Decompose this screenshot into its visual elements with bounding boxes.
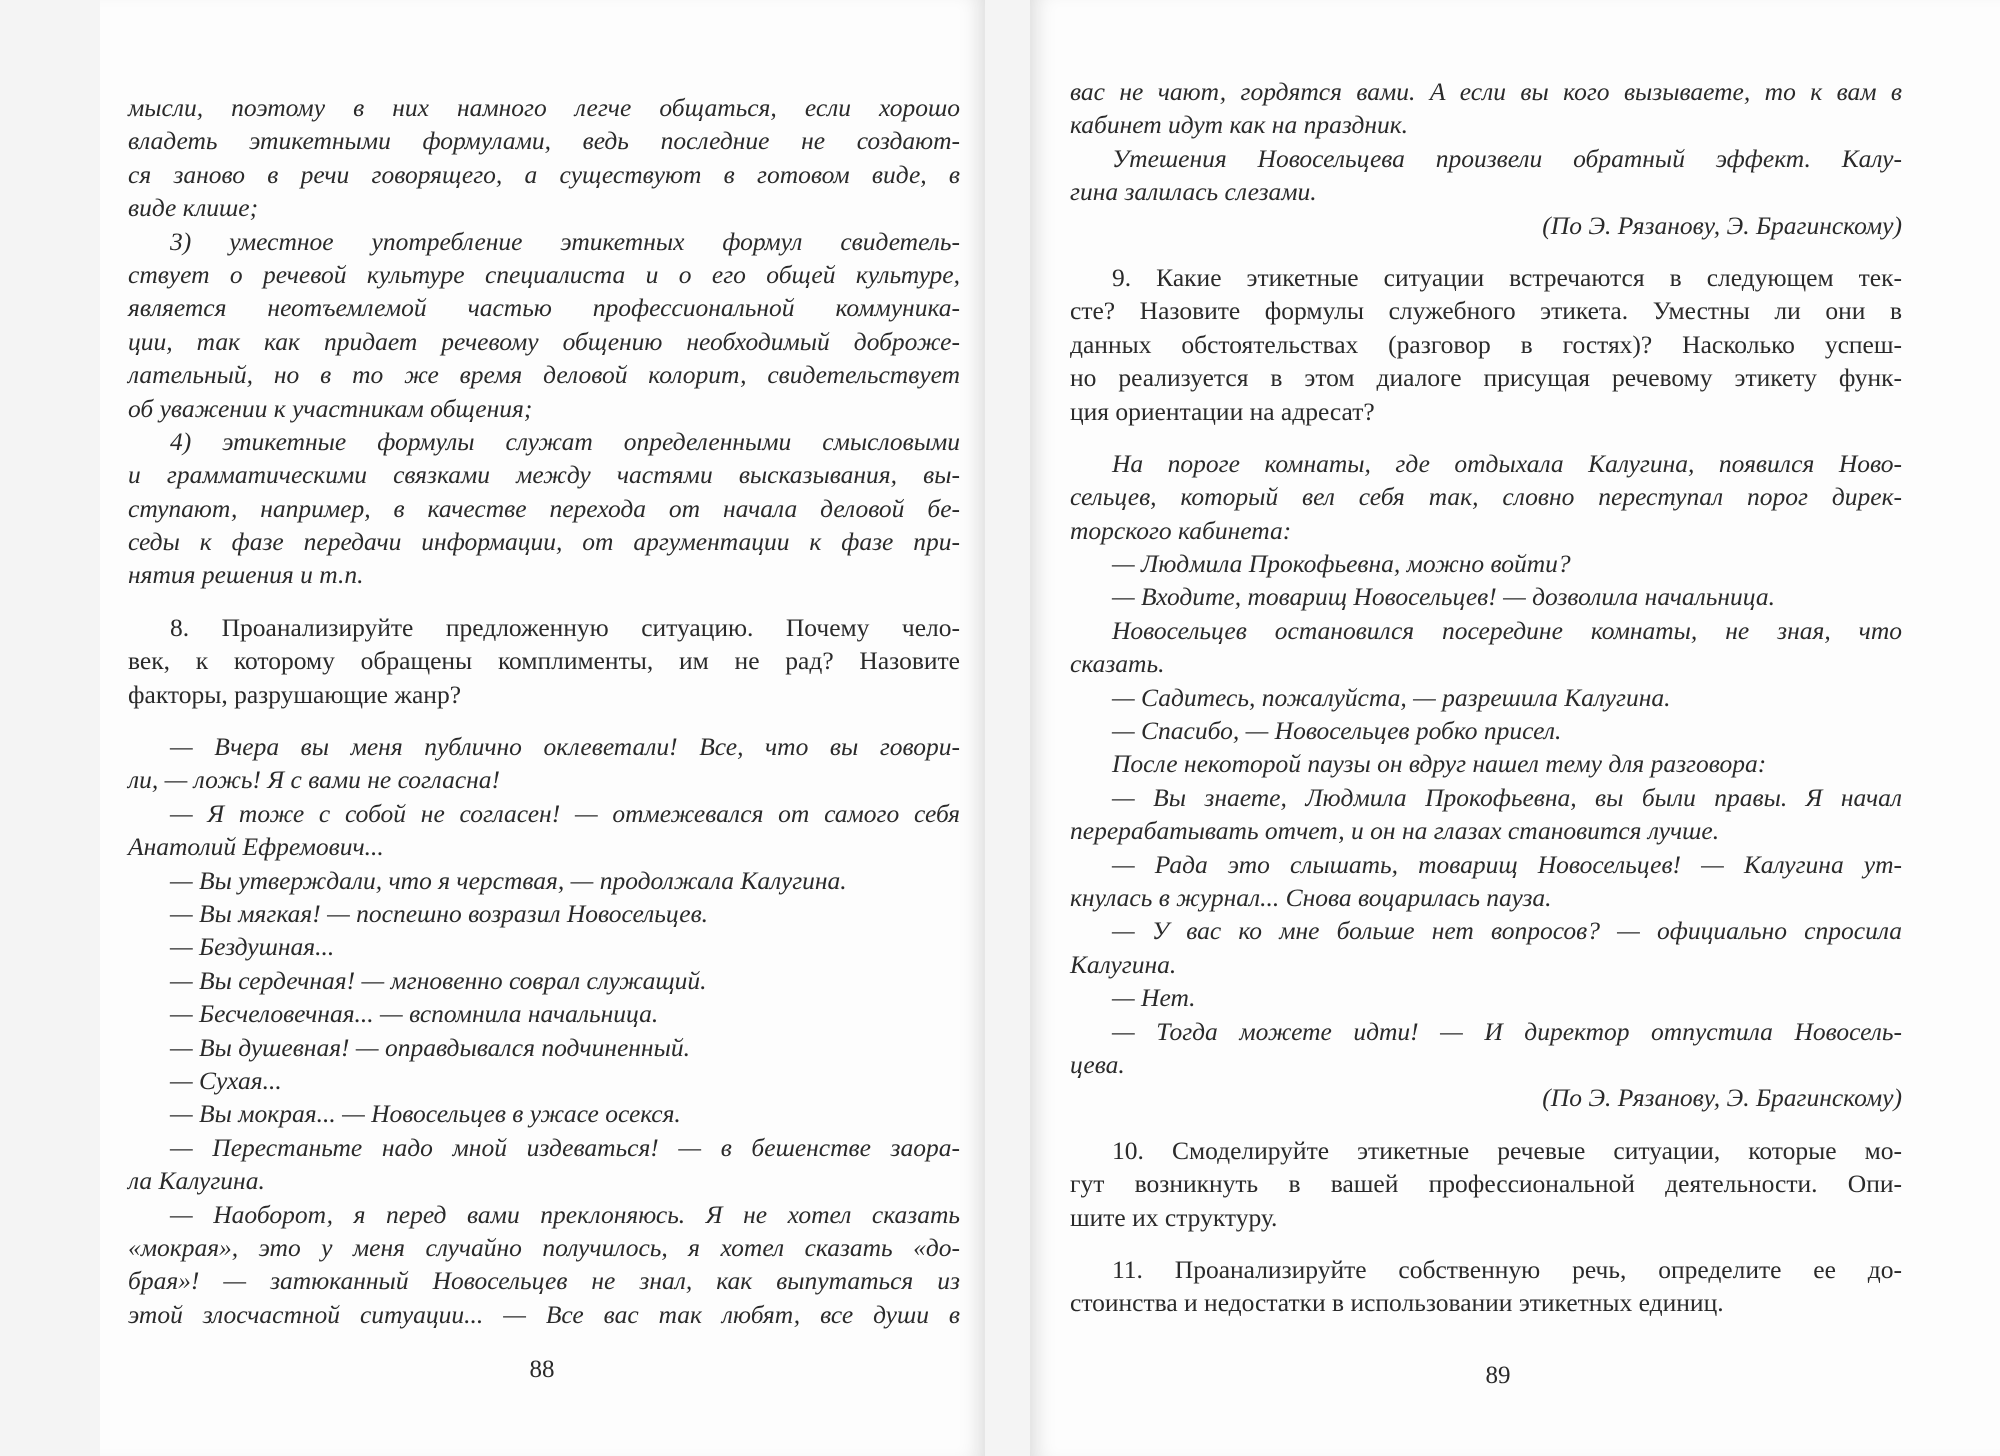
text-line: мысли, поэтому в них намного легче общаться, если хорошо [128, 93, 960, 122]
text-line: — Вы мягкая! — поспешно возразил Новосельцев. [170, 898, 709, 928]
text-line: 11. Проанализируйте собственную речь, определите ее до- [1112, 1254, 1902, 1284]
text-line: ли, — ложь! Я с вами не согласна! [128, 765, 501, 795]
text-line: факторы, разрушающие жанр? [128, 679, 462, 709]
text-line: шите их структуру. [1070, 1202, 1278, 1232]
text-line: об уважении к участникам общения; [128, 393, 533, 423]
text-line: цева. [1070, 1049, 1125, 1079]
text-line: этой злосчастной ситуации... — Все вас так любят, все души в [128, 1299, 960, 1329]
text-line: гут возникнуть в вашей профессиональной деятельности. Опи- [1070, 1169, 1902, 1199]
text-line: — Бездушная... [170, 932, 335, 962]
text-line: лательный, но в то же время деловой колорит, свидетельствует [128, 360, 960, 390]
text-line: сельцев, который вел себя так, словно переступал порог дирек- [1070, 482, 1902, 512]
text-line: — Вчера вы меня публично оклеветали! Все, что вы говори- [170, 732, 960, 762]
text-line: — Людмила Прокофьевна, можно войти? [1112, 549, 1571, 579]
text-line: брая»! — затюканный Новосельцев не знал, как выпутаться из [128, 1266, 960, 1296]
text-line: — Наоборот, я перед вами преклоняюсь. Я не хотел сказать [170, 1199, 960, 1229]
text-line: 3) уместное употребление этикетных формул свидетель- [170, 226, 960, 256]
text-line: и грамматическими связками между частями высказывания, вы- [128, 460, 960, 490]
text-line: — Вы утверждали, что я черствая, — продолжала Калугина. [170, 865, 847, 895]
text-line: «мокрая», это у меня случайно получилось, я хотел сказать «до- [128, 1232, 960, 1262]
text-line: — Входите, товарищ Новосельцев! — дозволила начальница. [1112, 582, 1775, 612]
text-line: владеть этикетными формулами, ведь последние не создают- [128, 126, 960, 156]
text-line: — Вы сердечная! — мгновенно соврал служащий. [170, 965, 707, 995]
text-line: ступают, например, в качестве перехода от начала деловой бе- [128, 493, 960, 523]
text-line: данных обстоятельствах (разговор в гостях)? Насколько успеш- [1070, 329, 1902, 359]
text-line: сте? Назовите формулы служебного этикета. Уместны ли они в [1070, 296, 1902, 326]
left-page [100, 0, 985, 1456]
source-attribution: (По Э. Рязанову, Э. Брагинскому) [1542, 1083, 1902, 1113]
text-line: — Рада это слышать, товарищ Новосельцев! — Калугина ут- [1112, 849, 1902, 879]
text-line: — Нет. [1112, 983, 1196, 1013]
text-line: — Вы мокрая... — Новосельцев в ужасе осекся. [170, 1099, 681, 1129]
text-line: век, к которому обращены комплименты, им не рад? Назовите [128, 646, 960, 676]
text-line: ствует о речевой культуре специалиста и о его общей культуре, [128, 259, 960, 289]
text-line: седы к фазе передачи информации, от аргументации к фазе при- [128, 527, 960, 557]
page-number: 89 [1485, 1362, 1511, 1389]
text-line: — Вы знаете, Людмила Прокофьевна, вы были правы. Я начал [1112, 782, 1902, 812]
text-line: — У вас ко мне больше нет вопросов? — официально спросила [1112, 916, 1902, 946]
text-line: 8. Проанализируйте предложенную ситуацию. Почему чело- [170, 612, 960, 642]
text-line: нятия решения и т.п. [128, 560, 364, 590]
text-line: — Сухая... [170, 1065, 282, 1095]
paragraph-block [1070, 261, 1902, 428]
text-line: — Тогда можете идти! — И директор отпустила Новосель- [1112, 1016, 1902, 1046]
text-line: Анатолий Ефремович... [128, 832, 384, 862]
text-line: 9. Какие этикетные ситуации встречаются в следующем тек- [1112, 262, 1902, 292]
text-line: кнулась в журнал... Снова воцарилась пауза. [1070, 882, 1552, 912]
text-line: ция ориентации на адресат? [1070, 396, 1375, 426]
paragraph-block [1070, 1134, 1902, 1234]
text-line: 4) этикетные формулы служат определенными смысловыми [170, 426, 960, 456]
paragraph-block [128, 611, 960, 711]
text-line: виде клише; [128, 193, 259, 223]
text-line: ся заново в речи говорящего, а существуют в готовом виде, в [128, 159, 960, 189]
text-line: — Бесчеловечная... — вспомнила начальница. [170, 999, 659, 1029]
left-page-text [128, 91, 960, 1331]
paragraph-block [128, 730, 960, 1331]
paragraph-block [1070, 1253, 1902, 1320]
text-line: 10. Смоделируйте этикетные речевые ситуации, которые мо- [1112, 1135, 1902, 1165]
text-line: — Спасибо, — Новосельцев робко присел. [1112, 716, 1562, 746]
text-line: вас не чают, гордятся вами. А если вы кого вызываете, то к вам в [1070, 77, 1902, 106]
source-attribution: (По Э. Рязанову, Э. Брагинскому) [1542, 210, 1902, 240]
paragraph-block [128, 91, 960, 592]
text-line: — Вы душевная! — оправдывался подчиненный. [170, 1032, 690, 1062]
text-line: Утешения Новосельцева произвели обратный эффект. Калу- [1112, 143, 1902, 173]
text-line: перерабатывать отчет, и он на глазах становится лучше. [1070, 816, 1720, 846]
paragraph-block [1070, 447, 1902, 1115]
right-page-text [1070, 75, 1902, 1320]
text-line: После некоторой паузы он вдруг нашел тему для разговора: [1112, 749, 1767, 779]
text-line: торского кабинета: [1070, 515, 1292, 545]
page-number: 88 [529, 1356, 555, 1383]
text-line: Калугина. [1070, 949, 1177, 979]
text-line: является неотъемлемой частью профессиональной коммуника- [128, 293, 960, 323]
text-line: но реализуется в этом диалоге присущая речевому этикету функ- [1070, 363, 1902, 393]
text-line: — Садитесь, пожалуйста, — разрешила Калугина. [1112, 682, 1671, 712]
right-page [1030, 0, 2000, 1456]
text-line: сказать. [1070, 649, 1165, 679]
text-line: На пороге комнаты, где отдыхала Калугина, появился Ново- [1112, 448, 1902, 478]
paragraph-block [1070, 75, 1902, 242]
text-line: ции, так как придает речевому общению необходимый доброже- [128, 326, 960, 356]
text-line: — Я тоже с собой не согласен! — отмежевался от самого себя [170, 798, 960, 828]
text-line: ла Калугина. [128, 1166, 265, 1196]
text-line: — Перестаньте надо мной издеваться! — в бешенстве заора- [170, 1132, 960, 1162]
text-line: Новосельцев остановился посередине комнаты, не зная, что [1112, 615, 1902, 645]
text-line: гина залилась слезами. [1070, 177, 1317, 207]
text-line: стоинства и недостатки в использовании этикетных единиц. [1070, 1288, 1724, 1318]
text-line: кабинет идут как на праздник. [1070, 110, 1409, 140]
